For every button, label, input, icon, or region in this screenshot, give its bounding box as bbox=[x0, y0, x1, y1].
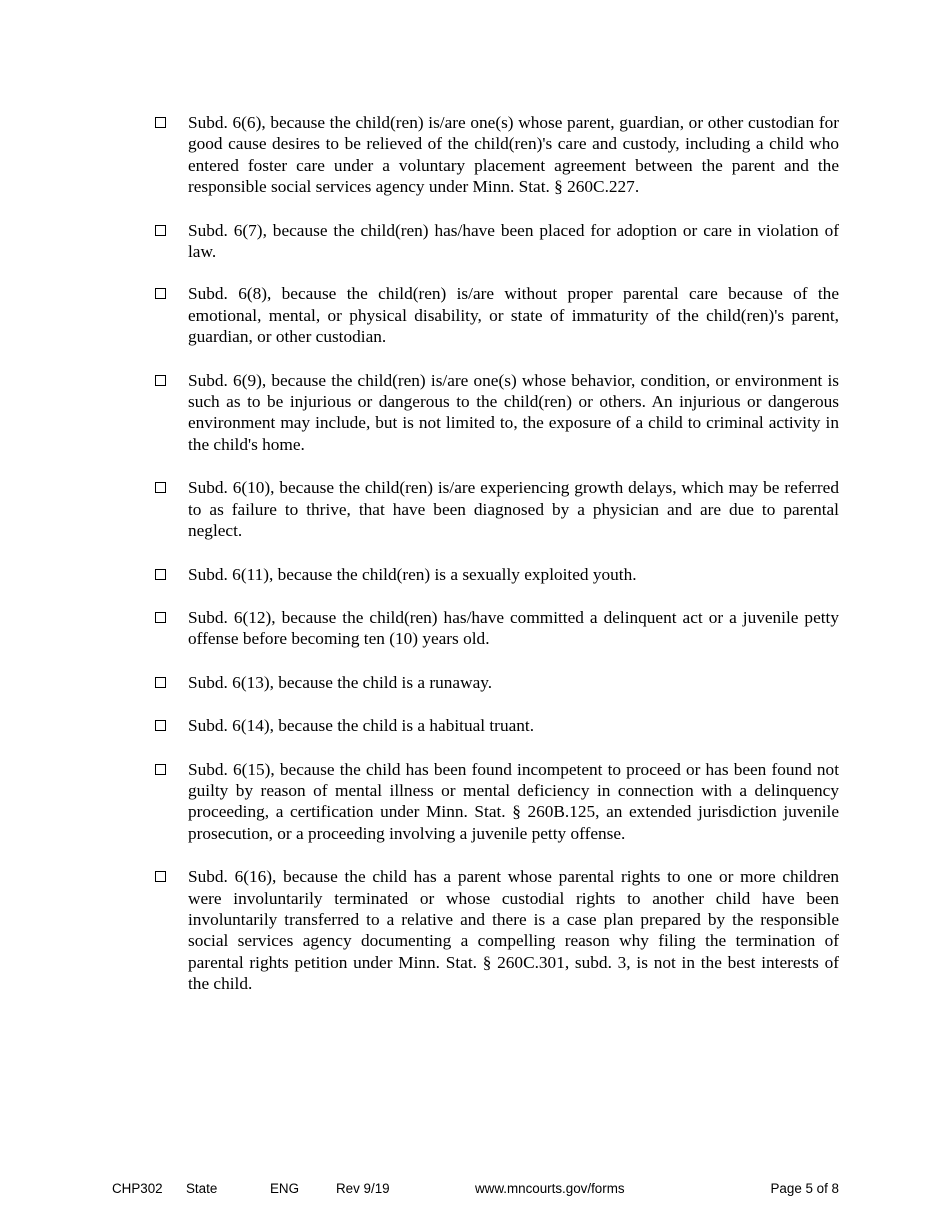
checkbox-subd-6-16[interactable] bbox=[155, 871, 166, 882]
court-type: State bbox=[186, 1181, 218, 1196]
item-text: Subd. 6(6), because the child(ren) is/are one(s) whose parent, guardian, or other custodian for good cause desires to be relieved of the child(ren)'s care and custody, including a child who entered foster care under a voluntary placement agreement between the parent and the responsible social services agency under Minn. Stat. § 260C.227. bbox=[188, 113, 839, 197]
item-text: Subd. 6(16), because the child has a parent whose parental rights to one or more children were involuntarily terminated or whose custodial rights to another child have been involuntarily transferred to a relative and there is a case plan prepared by the responsible social services agency documenting a compelling reason why filing the termination of parental rights petition under Minn. Stat. § 260C.301, subd. 3, is not in the best interests of the child. bbox=[188, 867, 839, 994]
list-item-subd-6-13 bbox=[153, 672, 839, 693]
checkbox-subd-6-6[interactable] bbox=[155, 117, 166, 128]
list-item-subd-6-15 bbox=[153, 759, 839, 845]
checkbox-list bbox=[153, 112, 839, 995]
checkbox-subd-6-9[interactable] bbox=[155, 375, 166, 386]
checkbox-subd-6-15[interactable] bbox=[155, 764, 166, 775]
checkbox-subd-6-13[interactable] bbox=[155, 677, 166, 688]
checkbox-subd-6-10[interactable] bbox=[155, 482, 166, 493]
item-text: Subd. 6(13), because the child is a runaway. bbox=[188, 672, 493, 692]
item-text: Subd. 6(9), because the child(ren) is/are one(s) whose behavior, condition, or environment is such as to be injurious or dangerous to the child(ren) or others. An injurious or dangerous environment may include, but is not limited to, the exposure of a child to criminal activity in the child's home. bbox=[188, 370, 839, 454]
item-text: Subd. 6(12), because the child(ren) has/have committed a delinquent act or a juvenile petty offense before becoming ten (10) years old. bbox=[188, 607, 839, 649]
list-item-subd-6-11 bbox=[153, 564, 839, 585]
checkbox-subd-6-11[interactable] bbox=[155, 569, 166, 580]
forms-url: www.mncourts.gov/forms bbox=[475, 1181, 625, 1196]
language-code: ENG bbox=[270, 1181, 300, 1196]
list-item-subd-6-10 bbox=[153, 477, 839, 541]
item-text: Subd. 6(10), because the child(ren) is/are experiencing growth delays, which may be referred to as failure to thrive, that have been diagnosed by a physician and are due to parental neglect. bbox=[188, 478, 839, 541]
list-item-subd-6-16 bbox=[153, 866, 839, 994]
list-item-subd-6-14 bbox=[153, 715, 839, 736]
item-text: Subd. 6(15), because the child has been found incompetent to proceed or has been found not guilty by reason of mental illness or mental deficiency in connection with a delinquency proceeding, a certification under Minn. Stat. § 260B.125, an extended jurisdiction juvenile prosecution, or a proceeding involving a juvenile petty offense. bbox=[188, 759, 839, 843]
page-number: Page 5 of 8 bbox=[770, 1181, 839, 1196]
revision-date: Rev 9/19 bbox=[336, 1181, 390, 1196]
form-id: CHP302 bbox=[112, 1181, 163, 1196]
checkbox-subd-6-7[interactable] bbox=[155, 225, 166, 236]
page-footer bbox=[0, 1180, 950, 1198]
item-text: Subd. 6(7), because the child(ren) has/have been placed for adoption or care in violation of law. bbox=[188, 220, 839, 262]
checkbox-subd-6-12[interactable] bbox=[155, 612, 166, 623]
list-item-subd-6-8 bbox=[153, 283, 839, 347]
checkbox-subd-6-8[interactable] bbox=[155, 288, 166, 299]
list-item-subd-6-7 bbox=[153, 220, 839, 263]
checkbox-subd-6-14[interactable] bbox=[155, 720, 166, 731]
item-text: Subd. 6(11), because the child(ren) is a sexually exploited youth. bbox=[188, 564, 637, 584]
item-text: Subd. 6(14), because the child is a habitual truant. bbox=[188, 716, 535, 736]
list-item-subd-6-12 bbox=[153, 607, 839, 650]
list-item-subd-6-9 bbox=[153, 370, 839, 456]
item-text: Subd. 6(8), because the child(ren) is/are without proper parental care because of the emotional, mental, or physical disability, or state of immaturity of the child(ren)'s parent, guardian, or other custodian. bbox=[188, 284, 839, 347]
list-item-subd-6-6 bbox=[153, 112, 839, 198]
